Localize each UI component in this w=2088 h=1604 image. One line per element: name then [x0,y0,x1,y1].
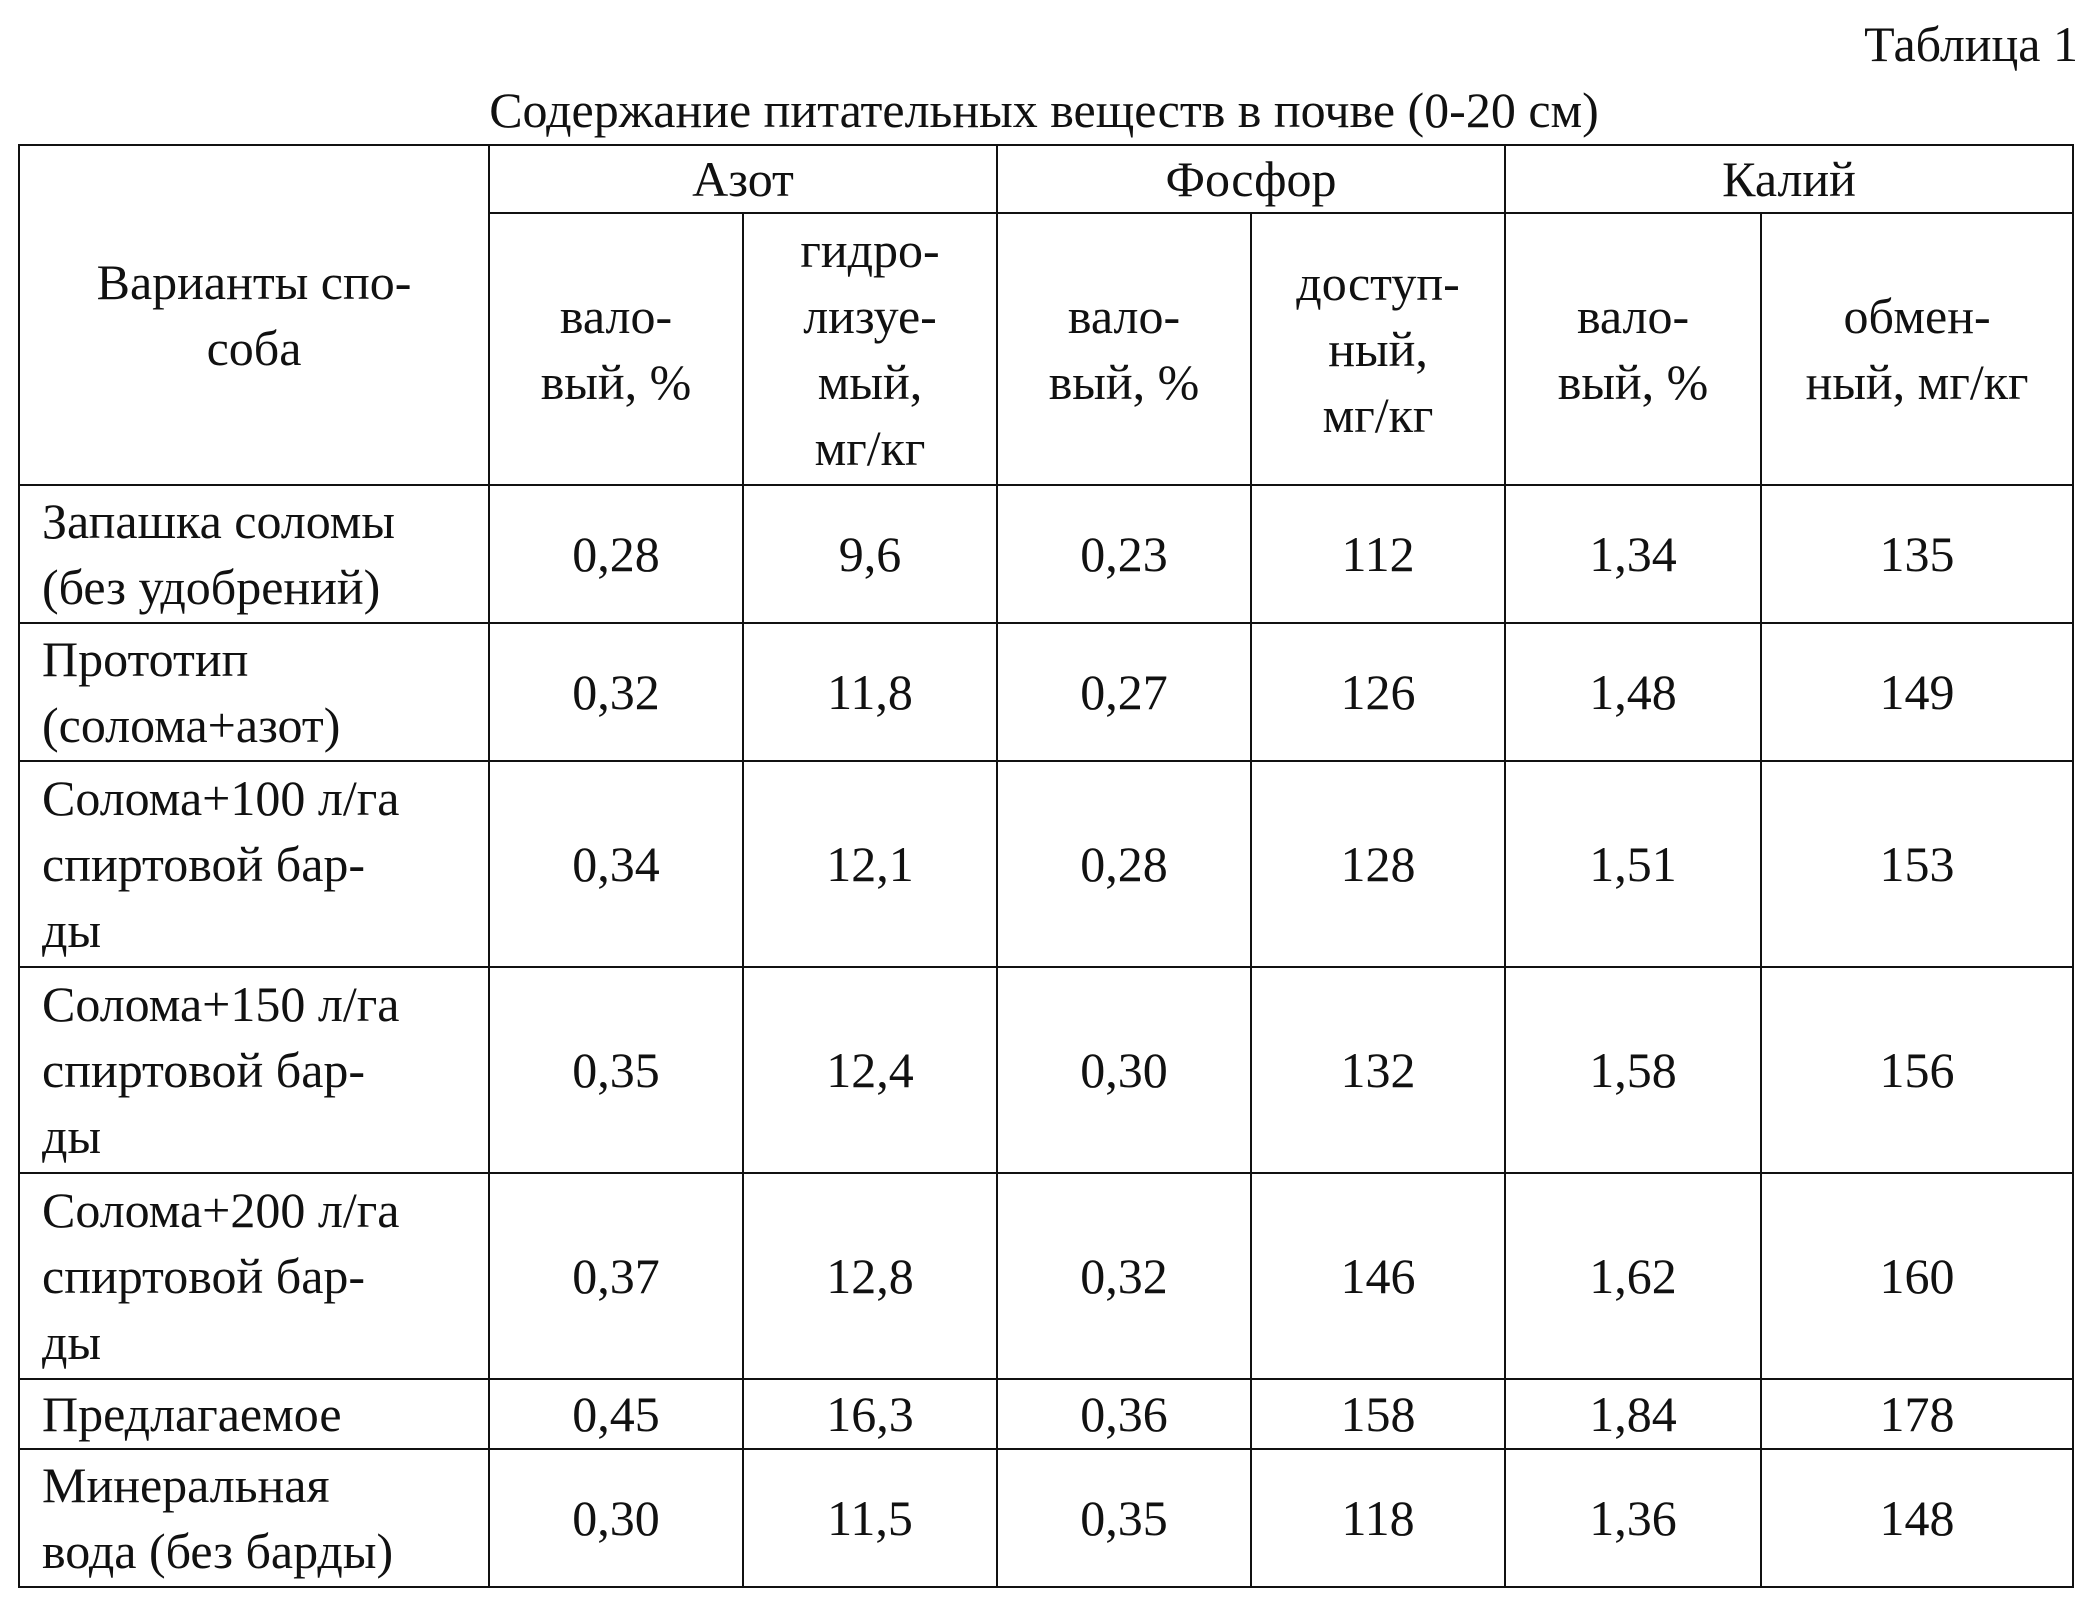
phosphorus-group-header: Фосфор [997,145,1505,213]
value-cell: 0,28 [489,485,743,623]
value-cell: 0,35 [997,1449,1251,1587]
table-row [19,485,2073,623]
potassium-total-header: вало- вый, % [1505,213,1761,485]
value-cell: 0,35 [489,967,743,1173]
table-row [19,623,2073,761]
value-cell: 149 [1761,623,2073,761]
value-cell: 1,58 [1505,967,1761,1173]
value-cell: 0,32 [489,623,743,761]
nutrient-content-table [18,144,2074,1588]
value-cell: 0,36 [997,1379,1251,1449]
variant-cell: Солома+100 л/га спиртовой бар- ды [19,761,489,967]
value-cell: 0,34 [489,761,743,967]
nitrogen-group-header: Азот [489,145,997,213]
header-group-row [19,145,2073,213]
variant-column-header: Варианты спо- соба [19,145,489,485]
value-cell: 0,45 [489,1379,743,1449]
value-cell: 160 [1761,1173,2073,1379]
value-cell: 0,30 [997,967,1251,1173]
value-cell: 135 [1761,485,2073,623]
table-row [19,1449,2073,1587]
value-cell: 132 [1251,967,1505,1173]
table-row [19,967,2073,1173]
value-cell: 0,23 [997,485,1251,623]
value-cell: 146 [1251,1173,1505,1379]
value-cell: 128 [1251,761,1505,967]
variant-cell: Солома+200 л/га спиртовой бар- ды [19,1173,489,1379]
value-cell: 153 [1761,761,2073,967]
potassium-exchangeable-header: обмен- ный, мг/кг [1761,213,2073,485]
variant-cell: Прототип (солома+азот) [19,623,489,761]
nitrogen-total-header: вало- вый, % [489,213,743,485]
table-number-label: Таблица 1 [1864,16,2078,72]
table-header [19,145,2073,485]
value-cell: 1,36 [1505,1449,1761,1587]
phosphorus-available-header: доступ- ный, мг/кг [1251,213,1505,485]
table-caption: Содержание питательных веществ в почве (0-20 см) [489,82,1599,138]
table-row [19,1173,2073,1379]
value-cell: 156 [1761,967,2073,1173]
value-cell: 11,5 [743,1449,997,1587]
table-row [19,1379,2073,1449]
value-cell: 16,3 [743,1379,997,1449]
table-body [19,485,2073,1587]
value-cell: 1,34 [1505,485,1761,623]
nitrogen-hydrolyzable-header: гидро- лизуе- мый, мг/кг [743,213,997,485]
variant-cell: Запашка соломы (без удобрений) [19,485,489,623]
value-cell: 9,6 [743,485,997,623]
value-cell: 12,1 [743,761,997,967]
value-cell: 118 [1251,1449,1505,1587]
variant-cell: Солома+150 л/га спиртовой бар- ды [19,967,489,1173]
value-cell: 112 [1251,485,1505,623]
variant-cell: Минеральная вода (без барды) [19,1449,489,1587]
value-cell: 158 [1251,1379,1505,1449]
phosphorus-total-header: вало- вый, % [997,213,1251,485]
value-cell: 148 [1761,1449,2073,1587]
value-cell: 11,8 [743,623,997,761]
value-cell: 1,62 [1505,1173,1761,1379]
value-cell: 12,4 [743,967,997,1173]
value-cell: 1,84 [1505,1379,1761,1449]
value-cell: 1,48 [1505,623,1761,761]
value-cell: 0,28 [997,761,1251,967]
value-cell: 0,32 [997,1173,1251,1379]
value-cell: 126 [1251,623,1505,761]
potassium-group-header: Калий [1505,145,2073,213]
value-cell: 0,30 [489,1449,743,1587]
table-row [19,761,2073,967]
value-cell: 178 [1761,1379,2073,1449]
value-cell: 12,8 [743,1173,997,1379]
variant-cell: Предлагаемое [19,1379,489,1449]
value-cell: 0,37 [489,1173,743,1379]
value-cell: 0,27 [997,623,1251,761]
value-cell: 1,51 [1505,761,1761,967]
